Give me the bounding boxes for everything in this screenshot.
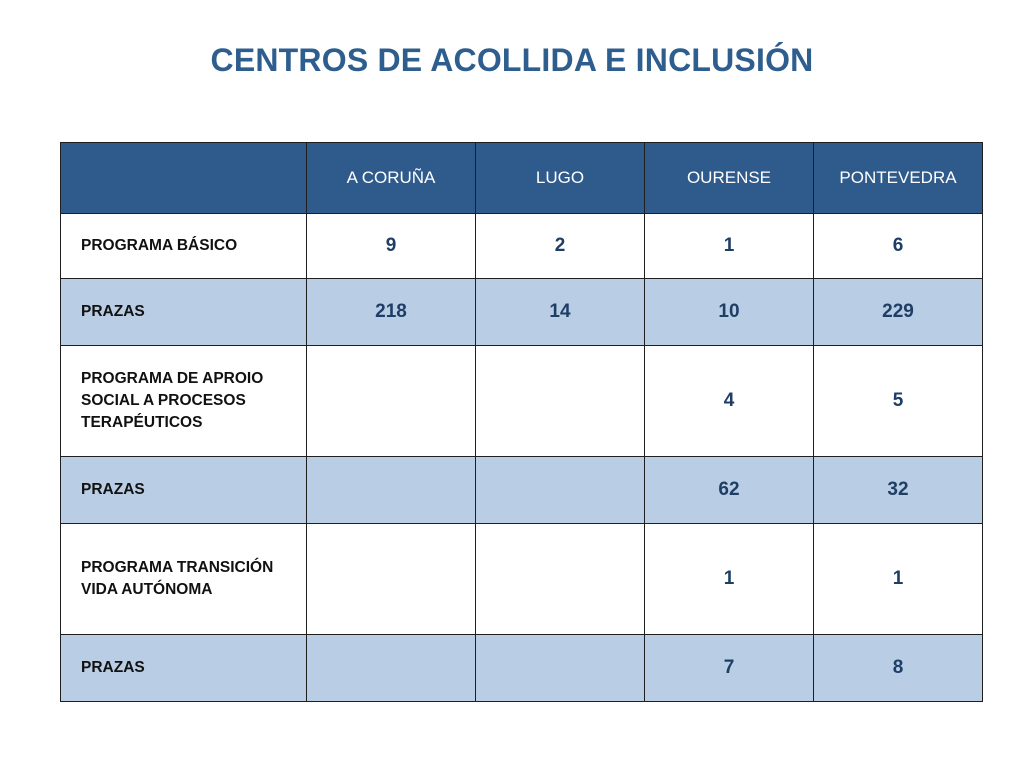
table-row bbox=[61, 635, 983, 702]
table-row bbox=[61, 279, 983, 346]
row-label: PRAZAS bbox=[61, 635, 307, 702]
table-header-row bbox=[61, 143, 983, 214]
table-row bbox=[61, 524, 983, 635]
cell-value: 1 bbox=[814, 524, 983, 635]
cell-value: 32 bbox=[814, 457, 983, 524]
cell-value bbox=[307, 635, 476, 702]
cell-value: 1 bbox=[645, 214, 814, 279]
cell-value: 5 bbox=[814, 346, 983, 457]
cell-value: 14 bbox=[476, 279, 645, 346]
row-label: PROGRAMA DE APROIO SOCIAL A PROCESOS TERAPÉUTICOS bbox=[61, 346, 307, 457]
table-row bbox=[61, 214, 983, 279]
table-row bbox=[61, 346, 983, 457]
header-corner-cell bbox=[61, 143, 307, 214]
header-lugo: LUGO bbox=[476, 143, 645, 214]
cell-value: 218 bbox=[307, 279, 476, 346]
cell-value: 62 bbox=[645, 457, 814, 524]
cell-value: 2 bbox=[476, 214, 645, 279]
row-label: PRAZAS bbox=[61, 457, 307, 524]
cell-value bbox=[476, 346, 645, 457]
cell-value: 10 bbox=[645, 279, 814, 346]
row-label: PRAZAS bbox=[61, 279, 307, 346]
cell-value bbox=[476, 524, 645, 635]
cell-value: 229 bbox=[814, 279, 983, 346]
cell-value: 9 bbox=[307, 214, 476, 279]
cell-value: 4 bbox=[645, 346, 814, 457]
page-title: CENTROS DE ACOLLIDA E INCLUSIÓN bbox=[210, 42, 814, 78]
cell-value bbox=[476, 635, 645, 702]
table-row bbox=[61, 457, 983, 524]
cell-value bbox=[307, 457, 476, 524]
data-table bbox=[60, 142, 983, 702]
cell-value: 7 bbox=[645, 635, 814, 702]
header-a-coruna: A CORUÑA bbox=[307, 143, 476, 214]
cell-value bbox=[307, 524, 476, 635]
row-label: PROGRAMA TRANSICIÓN VIDA AUTÓNOMA bbox=[61, 524, 307, 635]
cell-value: 1 bbox=[645, 524, 814, 635]
cell-value bbox=[476, 457, 645, 524]
cell-value bbox=[307, 346, 476, 457]
cell-value: 6 bbox=[814, 214, 983, 279]
cell-value: 8 bbox=[814, 635, 983, 702]
header-ourense: OURENSE bbox=[645, 143, 814, 214]
header-pontevedra: PONTEVEDRA bbox=[814, 143, 983, 214]
row-label: PROGRAMA BÁSICO bbox=[61, 214, 307, 279]
